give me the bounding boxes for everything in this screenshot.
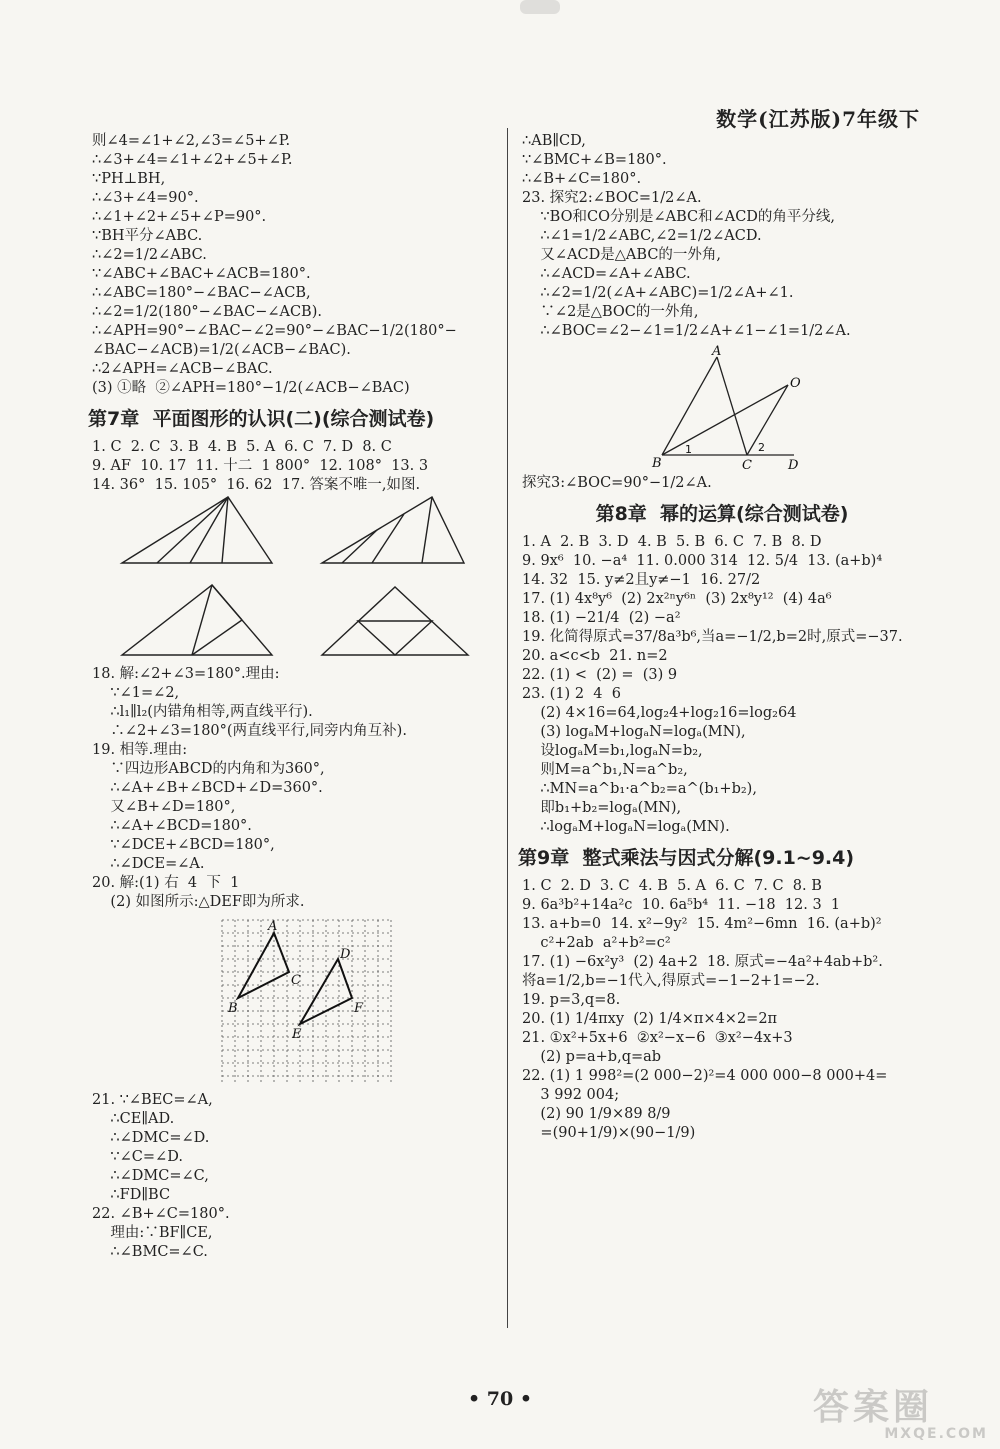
answer-line: ∴∠B+∠C=180°. <box>522 171 642 187</box>
answer-line: 20. a<c<b 21. n=2 <box>522 648 668 664</box>
answer-line: 14. 36° 15. 105° 16. 62 17. 答案不唯一,如图. <box>92 477 421 493</box>
answer-line: ∴∠A+∠B+∠BCD+∠D=360°. <box>92 780 323 796</box>
answer-line: ∴∠ABC=180°−∠BAC−∠ACB, <box>92 285 311 301</box>
watermark-text-en: MXQE.COM <box>884 1426 988 1442</box>
answer-line: 21. ∵∠BEC=∠A, <box>92 1092 213 1108</box>
answer-line: ∴∠1=1/2∠ABC,∠2=1/2∠ACD. <box>522 228 762 244</box>
scan-mark <box>520 0 560 14</box>
fig-label-o: O <box>790 376 801 391</box>
answer-line: (3) logₐM+logₐN=logₐ(MN), <box>522 724 746 740</box>
answer-line: 19. 相等.理由: <box>92 742 188 758</box>
grid-label-d: D <box>340 947 351 962</box>
answer-line: 理由:∵BF∥CE, <box>92 1225 213 1241</box>
answer-line: ∴AB∥CD, <box>522 133 586 149</box>
fig-label-a: A <box>712 345 722 359</box>
answer-line: ∴∠A+∠BCD=180°. <box>92 818 252 834</box>
answer-line: ∵∠ABC+∠BAC+∠ACB=180°. <box>92 266 311 282</box>
answer-line: ∴∠2=1/2∠ABC. <box>92 247 207 263</box>
explore-3: 探究3:∠BOC=90°−1/2∠A. <box>522 475 712 491</box>
answer-line: 19. p=3,q=8. <box>522 992 621 1008</box>
answer-line: 1. C 2. D 3. C 4. B 5. A 6. C 7. C 8. B <box>522 878 822 894</box>
answer-line: 21. ①x²+5x+6 ②x²−x−6 ③x²−4x+3 <box>522 1030 793 1046</box>
answer-line: 9. 6a³b²+14a²c 10. 6a⁵b⁴ 11. −18 12. 3 1 <box>522 897 841 913</box>
answer-line: ∴MN=a^b₁·a^b₂=a^(b₁+b₂), <box>522 781 757 797</box>
answer-line: 17. (1) −6x²y³ (2) 4a+2 18. 原式=−4a²+4ab+b². <box>522 954 883 970</box>
answer-lines-d <box>92 1091 492 1262</box>
answer-line: 又∠ACD是△ABC的一外角, <box>522 247 722 263</box>
fig-label-d: D <box>788 458 799 470</box>
answer-line: 3 992 004; <box>522 1087 620 1103</box>
watermark-text-cn: 答案圈 <box>813 1387 934 1428</box>
fig-angle-2: 2 <box>758 441 765 454</box>
answer-line: 9. AF 10. 17 11. 十二 1 800° 12. 108° 13. 3 <box>92 458 429 474</box>
column-divider <box>507 128 508 1328</box>
answer-line: ∴∠ACD=∠A+∠ABC. <box>522 266 691 282</box>
answer-line: 14. 32 15. y≠2且y≠−1 16. 27/2 <box>522 572 761 588</box>
answer-line: ∴∠BMC=∠C. <box>92 1244 208 1260</box>
watermark-logo <box>813 1387 988 1445</box>
answer-line: ∴∠2=1/2(∠A+∠ABC)=1/2∠A+∠1. <box>522 285 794 301</box>
answer-line: ∴∠1+∠2+∠5+∠P=90°. <box>92 209 267 225</box>
answer-line: 13. a+b=0 14. x²−9y² 15. 4m²−6mn 16. (a+b)² <box>522 916 882 932</box>
answer-line: ∵PH⊥BH, <box>92 171 166 187</box>
answer-line: (2) p=a+b,q=ab <box>522 1049 662 1065</box>
triangle-abc <box>238 933 289 998</box>
answer-lines-c <box>92 665 492 912</box>
triangle-figures <box>92 495 492 665</box>
answer-line: ∵∠1=∠2, <box>92 685 180 701</box>
answer-line: (2) 90 1/9×89 8/9 <box>522 1106 671 1122</box>
grid-label-e: E <box>292 1027 302 1042</box>
page-number: • 70 • <box>468 1388 532 1410</box>
answer-line: ∴∠DMC=∠C, <box>92 1168 209 1184</box>
triangle-3 <box>122 585 272 655</box>
answer-line: ∴∠3+∠4=∠1+∠2+∠5+∠P. <box>92 152 293 168</box>
fig-label-c: C <box>742 458 752 470</box>
answer-line: c²+2ab a²+b²=c² <box>522 935 671 951</box>
answer-line: (3) ①略 ②∠APH=180°−1/2(∠ACB−∠BAC) <box>92 380 410 396</box>
answer-lines-c <box>522 877 922 1143</box>
answer-line: ∴∠2=1/2(180°−∠BAC−∠ACB). <box>92 304 322 320</box>
angle-bisector-figure <box>522 345 922 470</box>
answer-line: ∴∠DCE=∠A. <box>92 856 205 872</box>
answer-line: 20. (1) 1/4πxy (2) 1/4×π×4×2=2π <box>522 1011 778 1027</box>
answer-line: 23. 探究2:∠BOC=1/2∠A. <box>522 190 702 206</box>
answer-lines-a <box>522 132 922 341</box>
chapter-8-title: 第8章 幂的运算(综合测试卷) <box>595 503 849 525</box>
chapter-7-title: 第7章 平面图形的认识(二)(综合测试卷) <box>88 408 435 430</box>
answer-line: 22. (1) < (2) = (3) 9 <box>522 667 678 683</box>
answer-line: ∴FD∥BC <box>92 1187 171 1203</box>
answer-line: ∴2∠APH=∠ACB−∠BAC. <box>92 361 273 377</box>
answer-line: 22. (1) 1 998²=(2 000−2)²=4 000 000−8 000+4= <box>522 1068 888 1084</box>
answer-line: 设logₐM=b₁,logₐN=b₂, <box>522 743 703 759</box>
grid-label-b: B <box>228 1001 238 1016</box>
answer-line: 18. 解:∠2+∠3=180°.理由: <box>92 666 280 682</box>
answer-line: 又∠B+∠D=180°, <box>92 799 236 815</box>
answer-line: ∵∠C=∠D. <box>92 1149 183 1165</box>
fig-label-b: B <box>652 456 662 470</box>
answer-line: =(90+1/9)×(90−1/9) <box>522 1125 696 1141</box>
running-header: 数学(江苏版)7年级下 <box>716 107 920 131</box>
fig-angle-1: 1 <box>685 443 692 456</box>
answer-line: ∵BH平分∠ABC. <box>92 228 203 244</box>
answer-line: 9. 9x⁶ 10. −a⁴ 11. 0.000 314 12. 5/4 13. (a+b)⁴ <box>522 553 883 569</box>
answer-line: 1. C 2. C 3. B 4. B 5. A 6. C 7. D 8. C <box>92 439 392 455</box>
answer-line: ∵∠2是△BOC的一外角, <box>522 304 699 320</box>
triangle-1 <box>122 497 272 563</box>
answer-lines-b <box>92 438 492 495</box>
answer-line: ∴∠APH=90°−∠BAC−∠2=90°−∠BAC−1/2(180°− <box>92 323 457 339</box>
answer-line: ∵四边形ABCD的内角和为360°, <box>92 761 325 777</box>
answer-line: ∵BO和CO分别是∠ABC和∠ACD的角平分线, <box>522 209 836 225</box>
answer-line: (2) 4×16=64,log₂4+log₂16=log₂64 <box>522 705 797 721</box>
answer-line: (2) 如图所示:△DEF即为所求. <box>92 894 305 910</box>
answer-line: ∴∠DMC=∠D. <box>92 1130 210 1146</box>
answer-line: ∴∠2+∠3=180°(两直线平行,同旁内角互补). <box>92 723 407 739</box>
answer-line: ∵∠BMC+∠B=180°. <box>522 152 667 168</box>
answer-line: 即b₁+b₂=logₐ(MN), <box>522 800 682 816</box>
right-column <box>518 132 922 1143</box>
answer-line: 20. 解:(1) 右 4 下 1 <box>92 875 240 891</box>
answer-line: ∴CE∥AD. <box>92 1111 175 1127</box>
answer-line: 18. (1) −21/4 (2) −a² <box>522 610 681 626</box>
answer-line: ∵∠DCE+∠BCD=180°, <box>92 837 275 853</box>
answer-line: 则M=a^b₁,N=a^b₂, <box>522 762 688 778</box>
grid-label-c: C <box>291 973 301 988</box>
answer-line: ∴∠BOC=∠2−∠1=1/2∠A+∠1−∠1=1/2∠A. <box>522 323 851 339</box>
answer-line: 22. ∠B+∠C=180°. <box>92 1206 230 1222</box>
answer-line: 19. 化简得原式=37/8a³b⁶,当a=−1/2,b=2时,原式=−37. <box>522 629 903 645</box>
answer-line: 1. A 2. B 3. D 4. B 5. B 6. C 7. B 8. D <box>522 534 822 550</box>
answer-line: 则∠4=∠1+∠2,∠3=∠5+∠P. <box>92 133 291 149</box>
left-column <box>88 132 492 1262</box>
answer-line: ∴l₁∥l₂(内错角相等,两直线平行). <box>92 704 313 720</box>
answer-lines-b <box>522 533 922 837</box>
answer-line: 23. (1) 2 4 6 <box>522 686 621 702</box>
answer-line: ∴∠3+∠4=90°. <box>92 190 199 206</box>
grid-label-f: F <box>354 1001 364 1016</box>
answer-line: 将a=1/2,b=−1代入,得原式=−1−2+1=−2. <box>522 973 820 989</box>
grid-figure <box>92 916 492 1091</box>
answer-line: ∠BAC−∠ACB)=1/2(∠ACB−∠BAC). <box>92 342 351 358</box>
answer-line: ∴logₐM+logₐN=logₐ(MN). <box>522 819 730 835</box>
answer-line: 17. (1) 4x⁸y⁶ (2) 2x²ⁿy⁶ⁿ (3) 2x⁸y¹² (4) 4a⁶ <box>522 591 832 607</box>
chapter-9-title: 第9章 整式乘法与因式分解(9.1~9.4) <box>518 847 855 869</box>
grid-label-a: A <box>268 919 278 934</box>
answer-lines-a <box>92 132 492 398</box>
